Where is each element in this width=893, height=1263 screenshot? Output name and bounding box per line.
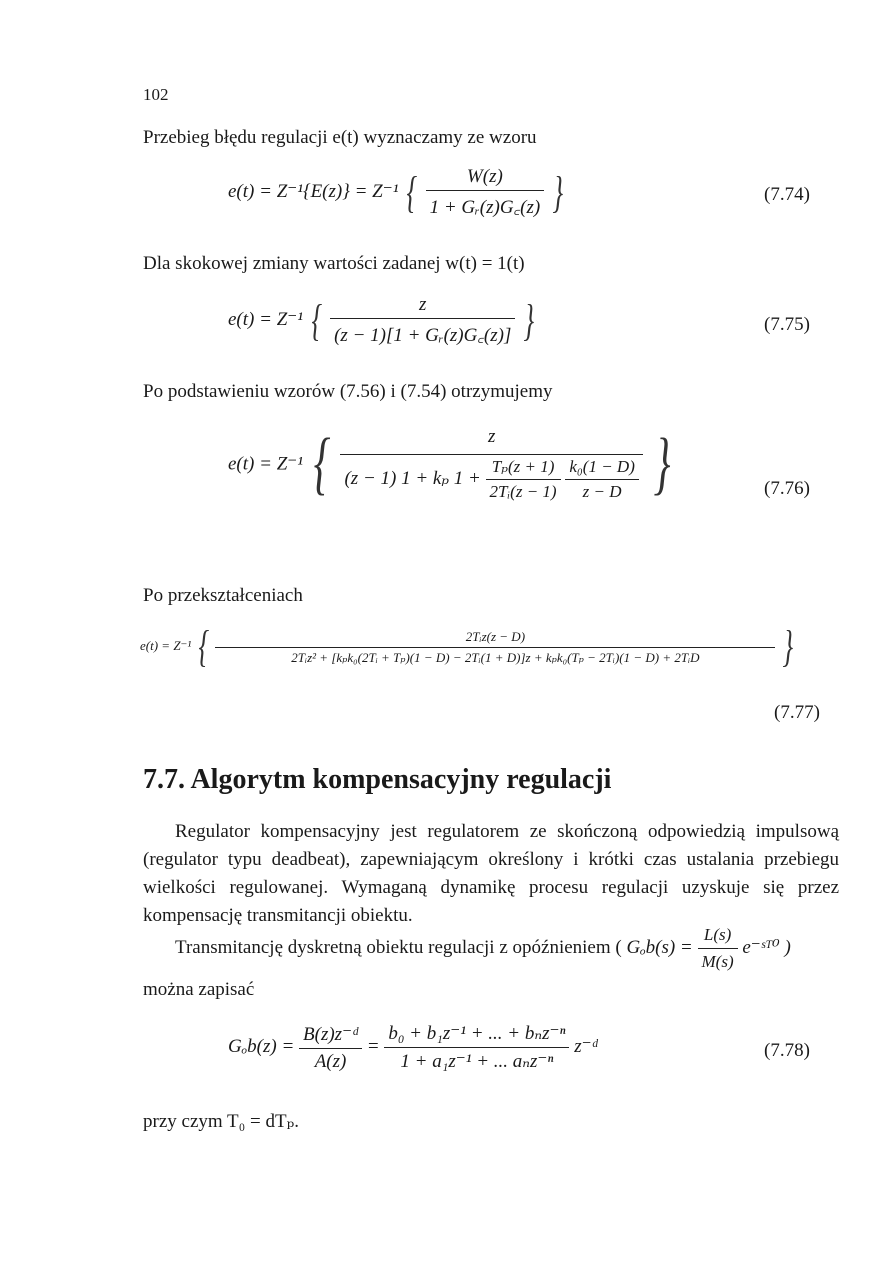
eq-lhs: e(t) = Z⁻¹	[140, 637, 192, 653]
eq-k-numerator: k₀(1 − D)	[565, 457, 639, 480]
equation-7-75: e(t) = Z⁻¹ { $\frac{z}{\text{(z − 1)[1 + Gᵣ(z)G꜀(z)]}}$ }	[228, 294, 535, 346]
eq-k-denominator: z − D	[582, 482, 622, 501]
text-segment: Transmitancję dyskretną obiektu regulacji z opóźnieniem (	[175, 936, 622, 958]
page-number: 102	[143, 85, 169, 104]
eq-numerator: W(z)	[426, 166, 545, 191]
eq-denominator: 2Tᵢz² + [kₚk₀(2Tᵢ + Tₚ)(1 − D) − 2Tᵢ(1 + D)]z + kₚk₀(Tₚ − 2Tᵢ)(1 − D) + 2TᵢD	[291, 649, 700, 665]
eq-numerator: 2Tᵢz(z − D)	[215, 629, 775, 648]
eq-lhs: e(t) = Z⁻¹	[228, 308, 303, 330]
eq-numerator: z	[340, 426, 642, 455]
equation-number: (7.77)	[774, 702, 820, 723]
equation-number: (7.75)	[764, 314, 810, 335]
eq-lhs: Gₒb(z) =	[228, 1035, 295, 1057]
paragraph-error-intro: Przebieg błędu regulacji e(t) wyznaczamy ze wzoru	[143, 127, 537, 148]
eq-tail: z⁻ᵈ	[574, 1035, 598, 1057]
eq-inline-numerator: L(s)	[698, 924, 738, 949]
eq-inner-denominator: 2Tᵢ(z − 1)	[489, 482, 557, 501]
paragraph-can-be-written: można zapisać	[143, 979, 255, 1000]
eq-denominator: A(z)	[314, 1050, 347, 1072]
paragraph-transmittance	[175, 924, 791, 973]
eq-lhs: e(t) = Z⁻¹{E(z)} = Z⁻¹	[228, 180, 399, 202]
eq-denominator	[340, 455, 642, 502]
eq-den-part: (z − 1) 1 + kₚ 1 +	[344, 467, 481, 489]
equation-7-77: e(t) = Z⁻¹ { 2Tᵢz(z − D) 2Tᵢz² + [kₚk₀(2Tᵢ + Tₚ)(1 − D) − 2Tᵢ(1 + D)]z + kₚk₀(Tₚ − 2Tᵢ)(1 − D) + 2TᵢD }	[140, 622, 793, 671]
eq-inline-denominator: M(s)	[701, 952, 734, 972]
eq-denominator: 1 + Gᵣ(z)G꜀(z)	[429, 197, 541, 218]
paragraph-deadbeat: Regulator kompensacyjny jest regulatorem ze skończoną odpowiedzią impulsową (regulator typu deadbeat), zapewniającym określony i krótki czas ustalania przebiegu wielkości regulowanej. Wymaganą dynamikę procesu regulacji uzyskuje się przez kompensację transmitancji obiektu.	[143, 821, 839, 926]
eq-inline-lhs: Gₒb(s) =	[626, 936, 693, 958]
equation-number: (7.74)	[764, 184, 810, 205]
equation-7-74: e(t) = Z⁻¹{E(z)} = Z⁻¹ { $\frac{W(z)}{\text{1 + Gᵣ(z)G꜀(z)}}$ }	[228, 166, 564, 218]
eq-denominator-2: 1 + a₁z⁻¹ + ... aₙz⁻ⁿ	[400, 1051, 554, 1072]
eq-lhs: e(t) = Z⁻¹	[228, 453, 303, 475]
paragraph-after-transform: Po przekształceniach	[143, 585, 303, 606]
equation-7-76: e(t) = Z⁻¹ { z (z − 1) 1 + kₚ 1 + $\frac{\text{Tₚ(z + 1)}}{\text{2Tᵢ(z − 1)}}$ $\frac{\text{k₀(1 − D)}}{z - D}$ }	[228, 425, 671, 502]
paragraph-step-change: Dla skokowej zmiany wartości zadanej w(t) = 1(t)	[143, 253, 525, 274]
eq-inner-numerator: Tₚ(z + 1)	[486, 457, 561, 480]
paragraph-substitution: Po podstawieniu wzorów (7.56) i (7.54) otrzymujemy	[143, 381, 553, 402]
paragraph-where: przy czym T₀ = dTₚ.	[143, 1111, 299, 1132]
eq-numerator-2: b₀ + b₁z⁻¹ + ... + bₙz⁻ⁿ	[384, 1022, 569, 1048]
equation-number: (7.76)	[764, 478, 810, 499]
eq-numerator: B(z)z⁻ᵈ	[299, 1023, 362, 1049]
equation-number: (7.78)	[764, 1040, 810, 1061]
section-heading: 7.7. Algorytm kompensacyjny regulacji	[143, 764, 612, 795]
equation-7-78: Gₒb(z) = $\frac{\text{B(z)z⁻ᵈ}}{A(z)}$ = $\frac{\text{b₀ + b₁z⁻¹ + ... + bₙz⁻ⁿ}}{\text{1 + a₁z⁻¹ + ... aₙz⁻ⁿ}}$ z⁻ᵈ	[228, 1023, 598, 1072]
eq-inline-tail: e⁻ˢᵀ⁰ )	[742, 936, 791, 958]
eq-denominator: (z − 1)[1 + Gᵣ(z)G꜀(z)]	[334, 325, 512, 346]
eq-numerator: z	[330, 294, 515, 319]
